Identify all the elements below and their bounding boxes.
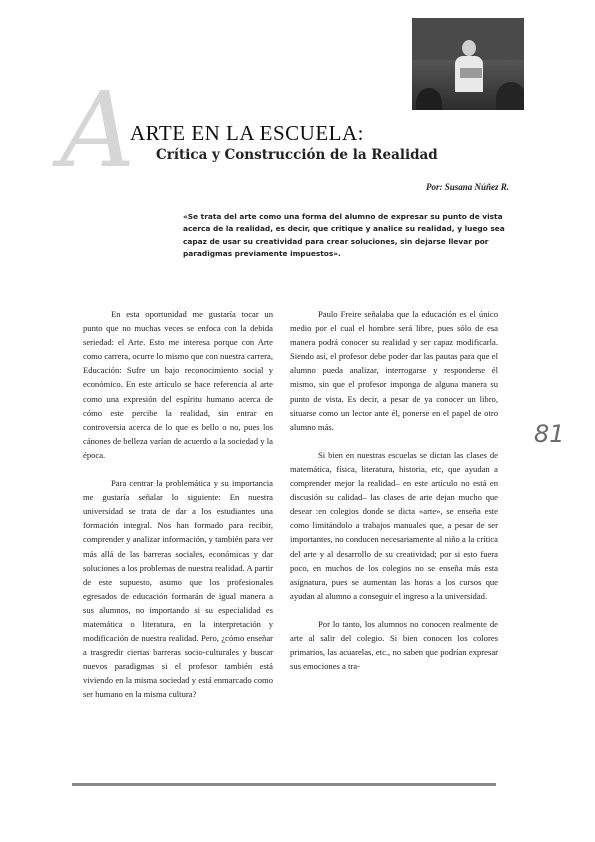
body-column-right — [290, 307, 498, 673]
paragraph: En esta oportunidad me gustaría tocar un punto que no muchas veces se enfoca con la debida seriedad: el Arte. Esto me interesa porque con Arte como carrera, ocurre lo mismo que con nuestra carrera, Educación: Sufre un bajo reconocimiento social y económico. En este artículo se hace referencia al arte como una expresión del espíritu humano acerca de cómo este percibe la realidad, sin entrar en controversia acerca de lo que es bello o no, pues los cánones de belleza varían de acuerdo a la sociedad y la época. — [83, 309, 273, 460]
paragraph: Si bien en nuestras escuelas se dictan las clases de matemática, física, literatura, historia, etc, que ayudan a comprender mejor la realidad– en este artículo no está en discusión su calidad– las clases de arte dejan mucho que desear :en colegios donde se dicta «arte», se enseña este como limitándolo a trabajos manuales que, a pesar de ser importantes, no conducen necesariamente al niño a la crítica del arte y al desarrollo de su creatividad; por si esto fuera poco, en muchos de los colegios no se enseña más esta asignatura, pues se aumentan las horas a los cursos que ayudan al alumno a conseguir el ingreso a la universidad. — [290, 449, 498, 601]
paragraph: Por lo tanto, los alumnos no conocen realmente de arte al salir del colegio. Si bien conocen los colores primarios, las acuarelas, etc., no saben que podrían expresar sus emociones a tra- — [290, 618, 498, 672]
teacher-head-shape — [462, 40, 476, 56]
student-silhouette-right — [496, 82, 524, 110]
classroom-photo — [412, 18, 524, 110]
body-column-left — [83, 307, 273, 702]
author-byline: Por: Susana Núñez R. — [425, 182, 509, 192]
article-title: ARTE EN LA ESCUELA: — [130, 121, 364, 145]
paragraph: Paulo Freire señalaba que la educación es el único medio por el cual el hombre será libre, pues sólo de esa manera podrá conocer su realidad y ser capaz modificarla. Siendo así, el profesor debe poder dar las pautas para que el alumno pueda analizar, interrogarse y responderse él mismo, sin que el profesor imponga de alguna manera su punto de vista. Es decir, a pesar de ya conocer un libro, situarse como un lector ante él, ponerse en el papel de otro alumno más. — [290, 309, 498, 432]
page-number: 81 — [534, 420, 565, 448]
paragraph: Para centrar la problemática y su importancia me gustaría señalar lo siguiente: En nuestra universidad se trata de dar a los estudiantes una formación integral. Nos han formado para recibir, comprender y analizar información, y también para ver más allá de las barreras sociales, económicas y dar soluciones a los problemas de nuestra realidad. A partir de este supuesto, asumo que los profesionales egresados de educación formarán de igual manera a sus alumnos, no importando si su especialidad es matemática o literatura, en la interpretación y modificación de nuestra realidad. Pero, ¿cómo enseñar a trasgredir ciertas barreras socio-culturales y buscar nuevos paradigmas si el profesor también está viviendo en la misma sociedad y está enmarcado como ser humano en la misma cultura? — [83, 478, 273, 700]
drop-letter: A — [60, 69, 136, 191]
article-subtitle: Crítica y Construcción de la Realidad — [156, 147, 438, 163]
epigraph-quote: «Se trata del arte como una forma del alumno de expresar su punto de vista acerca de la realidad, es decir, que critique y analice su realidad, y luego sea capaz de usar su creatividad para crear soluciones, sin dejarse llevar por paradigmas previamente impuestos». — [183, 212, 505, 259]
footer-rule — [72, 783, 496, 786]
book-shape — [460, 68, 482, 78]
student-silhouette-left — [416, 88, 442, 110]
